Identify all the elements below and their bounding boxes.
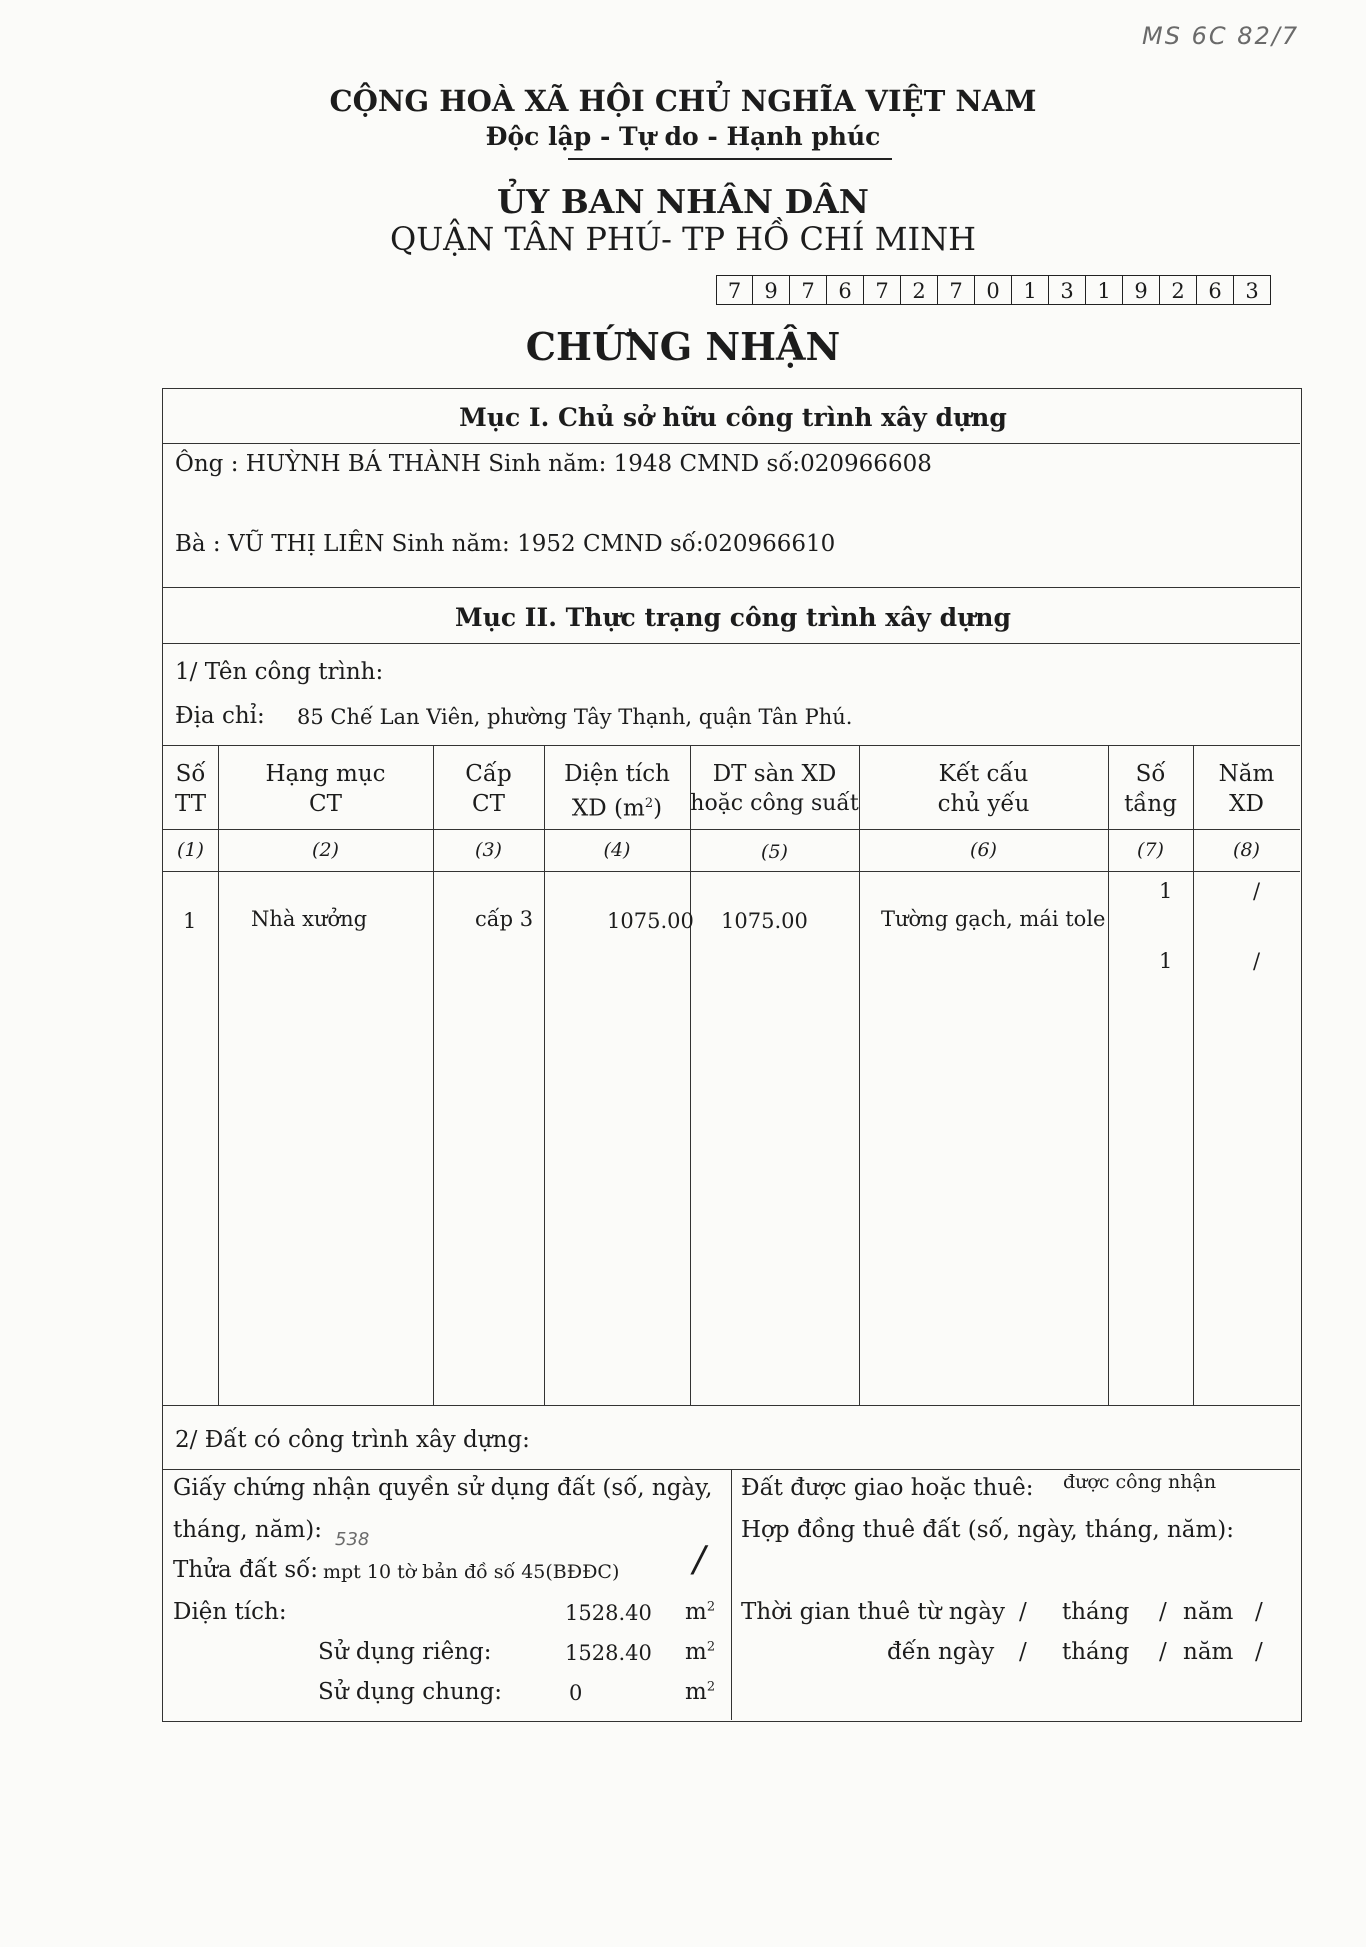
lease-to-label: đến ngày <box>887 1639 995 1665</box>
table-colnum-line <box>163 871 1300 872</box>
private-use-value: 1528.40 <box>565 1641 652 1665</box>
row-structure: Tường gạch, mái tole <box>881 907 1106 931</box>
lease-from-label: Thời gian thuê từ ngày <box>741 1599 1005 1625</box>
code-digit: 7 <box>864 275 901 305</box>
header-line-1: Số <box>175 761 206 787</box>
private-use-unit <box>685 1639 715 1665</box>
table-header-grade <box>433 759 544 819</box>
code-digit: 2 <box>1160 275 1197 305</box>
row-floor-area: 1075.00 <box>721 909 808 933</box>
code-digit: 2 <box>901 275 938 305</box>
parcel-label: Thửa đất số: <box>173 1557 318 1583</box>
unit-superscript: 2 <box>706 1679 716 1695</box>
row-year-2: / <box>1253 949 1261 973</box>
header-line-1: Cấp <box>465 761 512 787</box>
row-floors-1: 1 <box>1159 879 1173 903</box>
unit-text: m <box>685 1639 707 1665</box>
lease-from-year-label: năm <box>1183 1599 1234 1625</box>
row-item: Nhà xưởng <box>251 907 368 931</box>
land-cert-slash: / <box>693 1539 706 1580</box>
header-line-1: DT sàn XD <box>712 761 837 787</box>
col-number: (3) <box>475 839 502 861</box>
private-use-label: Sử dụng riêng: <box>318 1639 492 1665</box>
address-value: 85 Chế Lan Viên, phường Tây Thạnh, quận Tân Phú. <box>297 705 853 729</box>
row-grade: cấp 3 <box>475 907 534 931</box>
code-digit: 6 <box>1197 275 1234 305</box>
land-area-label: Diện tích: <box>173 1599 287 1625</box>
table-top-line <box>163 745 1300 746</box>
unit-text: m <box>685 1679 707 1705</box>
code-digit: 9 <box>1123 275 1160 305</box>
section-2-title: Mục II. Thực trạng công trình xây dựng <box>455 603 1011 632</box>
table-header-line <box>163 829 1300 830</box>
land-area-value: 1528.40 <box>565 1601 652 1625</box>
lease-to-month-label: tháng <box>1062 1639 1130 1665</box>
unit-superscript: 2 <box>706 1599 716 1615</box>
certificate-code-boxes <box>716 275 1271 305</box>
lease-from-month-label: tháng <box>1062 1599 1130 1625</box>
header-line-1: Kết cấu <box>938 761 1029 787</box>
table-header-year <box>1193 759 1300 819</box>
lease-from-year-slash: / <box>1255 1599 1263 1625</box>
district-title: QUẬN TÂN PHÚ- TP HỒ CHÍ MINH <box>389 220 977 258</box>
row-year-1: / <box>1253 879 1261 903</box>
common-use-label: Sử dụng chung: <box>318 1679 503 1705</box>
col-number: (6) <box>970 839 997 861</box>
code-digit: 9 <box>753 275 790 305</box>
code-digit: 3 <box>1049 275 1086 305</box>
header-line-2: XD <box>1229 791 1264 817</box>
land-area-unit <box>685 1599 715 1625</box>
table-header-area <box>544 759 690 824</box>
col-number: (8) <box>1233 839 1260 861</box>
lease-to-month-slash: / <box>1159 1639 1167 1665</box>
parcel-value: mpt 10 tờ bản đồ số 45(BĐĐC) <box>323 1561 620 1583</box>
certificate-title: CHỨNG NHẬN <box>525 324 841 369</box>
lease-to-year-label: năm <box>1183 1639 1234 1665</box>
col-number: (1) <box>177 839 204 861</box>
committee-title: ỦY BAN NHÂN DÂN <box>497 182 869 221</box>
table-header-structure <box>859 759 1108 819</box>
code-digit: 0 <box>975 275 1012 305</box>
nation-title: CỘNG HOÀ XÃ HỘI CHỦ NGHĨA VIỆT NAM <box>329 84 1037 118</box>
header-line-1: Hạng mục <box>265 761 386 787</box>
lease-to-year-slash: / <box>1255 1639 1263 1665</box>
header-line-1: Diện tích <box>564 761 670 787</box>
table-header-stt <box>163 759 218 819</box>
code-digit: 3 <box>1234 275 1271 305</box>
header-line-1: Năm <box>1218 761 1275 787</box>
header-line-2: tầng <box>1124 791 1177 817</box>
project-name-label: 1/ Tên công trình: <box>175 659 384 685</box>
lease-to-day-slash: / <box>1019 1639 1027 1665</box>
land-section-title: 2/ Đất có công trình xây dựng: <box>175 1427 530 1453</box>
row-floors-2: 1 <box>1159 949 1173 973</box>
owner-2: Bà : VŨ THỊ LIÊN Sinh năm: 1952 CMND số:020966610 <box>175 531 836 557</box>
owner-1: Ông : HUỲNH BÁ THÀNH Sinh năm: 1948 CMND số:020966608 <box>175 451 932 477</box>
lease-contract-label: Hợp đồng thuê đất (số, ngày, tháng, năm): <box>741 1517 1235 1543</box>
table-header-floors <box>1108 759 1193 819</box>
certificate-form <box>162 388 1302 1722</box>
col-number: (4) <box>603 839 631 861</box>
land-cert-label-line-2: tháng, năm): <box>173 1517 322 1543</box>
parcel-handwritten-number: 538 <box>335 1529 370 1550</box>
section-2-divider <box>163 643 1300 644</box>
header-line-1: Số <box>1135 761 1166 787</box>
table-header-floor-area <box>690 759 859 819</box>
code-digit: 1 <box>1012 275 1049 305</box>
code-digit: 1 <box>1086 275 1123 305</box>
table-header-item <box>218 759 433 819</box>
common-use-value: 0 <box>569 1681 583 1705</box>
section-2-top-divider <box>163 587 1300 588</box>
header-text: XD (m <box>571 795 645 822</box>
land-section-middle-divider <box>731 1469 732 1720</box>
header-superscript: 2 <box>644 796 654 811</box>
address-label: Địa chỉ: <box>175 703 265 729</box>
section-1-divider <box>163 443 1300 444</box>
lease-from-month-slash: / <box>1159 1599 1167 1625</box>
header-line-2: CT <box>309 791 342 817</box>
unit-superscript: 2 <box>706 1639 716 1655</box>
header-tail: ) <box>653 795 663 822</box>
header-line-2: TT <box>174 791 207 817</box>
lease-from-day-slash: / <box>1019 1599 1027 1625</box>
table-bottom-line <box>163 1405 1300 1406</box>
row-stt: 1 <box>183 909 197 933</box>
motto-underline <box>568 158 892 160</box>
unit-text: m <box>685 1599 707 1625</box>
header-line-2: CT <box>472 791 505 817</box>
common-use-unit <box>685 1679 715 1705</box>
code-digit: 7 <box>790 275 827 305</box>
header-line-2: hoặc công suất <box>690 791 859 816</box>
row-area: 1075.00 <box>607 909 694 933</box>
col-number: (7) <box>1137 839 1164 861</box>
code-digit: 6 <box>827 275 864 305</box>
code-digit: 7 <box>938 275 975 305</box>
land-assigned-label: Đất được giao hoặc thuê: <box>741 1475 1034 1501</box>
col-number: (2) <box>312 839 339 861</box>
header-line-2 <box>544 789 690 824</box>
header-line-2: chủ yếu <box>937 791 1030 817</box>
land-assigned-value: được công nhận <box>1063 1471 1217 1493</box>
code-digit: 7 <box>716 275 753 305</box>
motto: Độc lập - Tự do - Hạnh phúc <box>485 122 881 151</box>
section-1-title: Mục I. Chủ sở hữu công trình xây dựng <box>459 403 1007 432</box>
col-number: (5) <box>761 841 788 863</box>
land-cert-label-line-1: Giấy chứng nhận quyền sử dụng đất (số, ngày, <box>173 1475 713 1501</box>
corner-handwritten-note: MS 6C 82/7 <box>1142 22 1300 50</box>
